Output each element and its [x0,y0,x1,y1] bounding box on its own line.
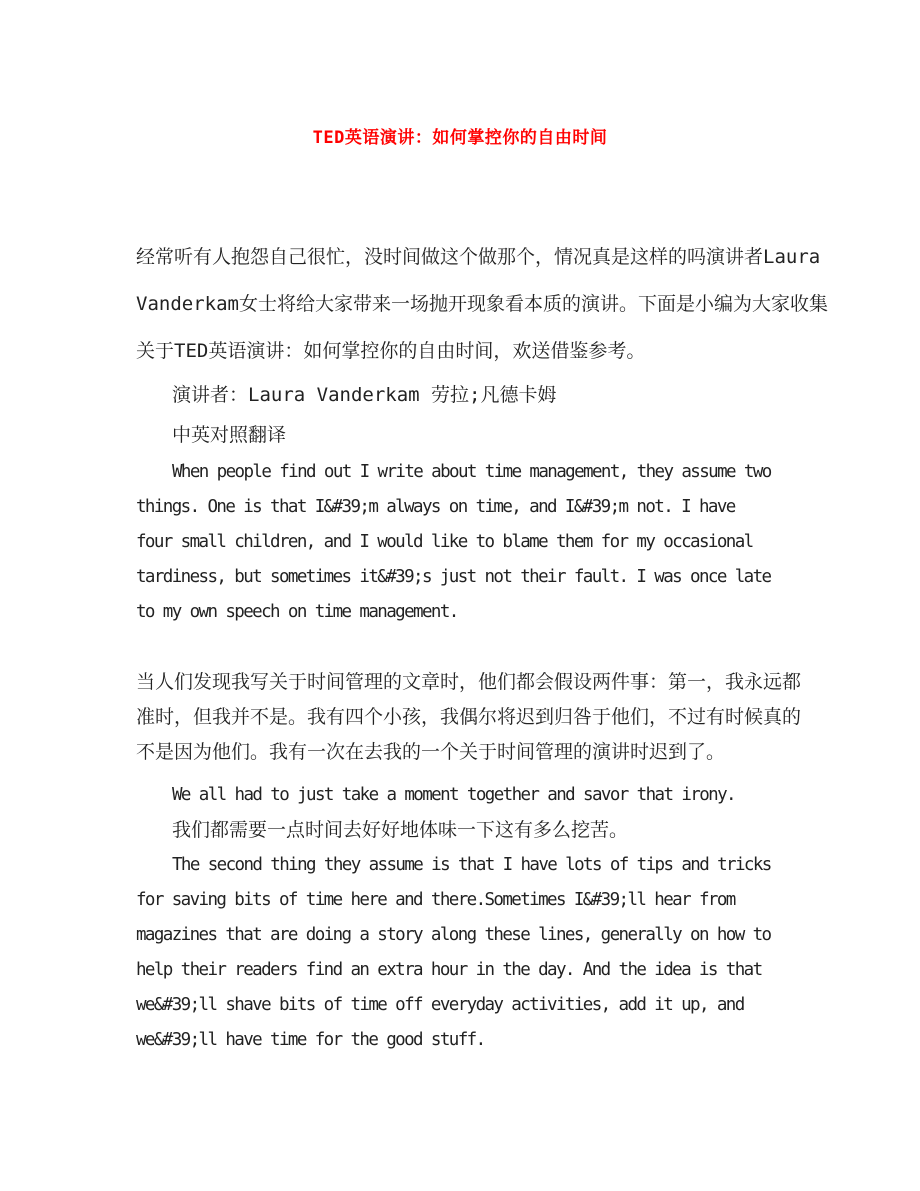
text-line: we&#39;ll have time for the good stuff. [136,1030,485,1050]
text-line: 关于TED英语演讲：如何掌控你的自由时间，欢送借鉴参考。 [136,340,646,362]
document-title: TED英语演讲：如何掌控你的自由时间 [312,128,608,148]
text-line: When people find out I write about time management, they assume two [172,462,771,482]
text-line: 当人们发现我写关于时间管理的文章时，他们都会假设两件事：第一，我永远都 [136,671,802,693]
paragraph-english-1 [136,455,784,630]
text-line: 演讲者：Laura Vanderkam 劳拉;凡德卡姆 [172,384,557,406]
text-line: help their readers find an extra hour in the day. And the idea is that [136,960,762,980]
text-line: we&#39;ll shave bits of time off everyday activities, add it up, and [136,995,744,1015]
text-line: 经常听有人抱怨自己很忙，没时间做这个做那个，情况真是这样的吗演讲者Laura [136,246,821,268]
text-line: to my own speech on time management. [136,602,458,622]
paragraph-english-2 [136,848,784,1058]
document-body [136,234,828,1058]
text-line: Vanderkam女士将给大家带来一场抛开现象看本质的演讲。下面是小编为大家收集 [136,293,828,315]
text-line: 我们都需要一点时间去好好地体味一下这有多么挖苦。 [172,819,629,841]
line-speaker [136,375,784,415]
text-line: 中英对照翻译 [172,424,287,446]
text-line: The second thing they assume is that I have lots of tips and tricks [172,855,771,875]
line-translation-label [136,415,784,455]
text-line: 不是因为他们。我有一次在去我的一个关于时间管理的演讲时迟到了。 [136,741,726,763]
text-line: We all had to just take a moment together and savor that irony. [172,785,735,805]
text-line: for saving bits of time here and there.Sometimes I&#39;ll hear from [136,890,735,910]
text-line: tardiness, but sometimes it&#39;s just not their fault. I was once late [136,567,771,587]
line-english-irony [136,778,784,813]
paragraph-chinese-1 [136,665,802,770]
text-line: magazines that are doing a story along these lines, generally on how to [136,925,771,945]
line-chinese-irony [136,813,784,848]
text-line: four small children, and I would like to blame them for my occasional [136,532,753,552]
text-line: things. One is that I&#39;m always on time, and I&#39;m not. I have [136,497,735,517]
text-line: 准时，但我并不是。我有四个小孩，我偶尔将迟到归咎于他们，不过有时候真的 [136,706,802,728]
paragraph-intro [136,234,828,375]
